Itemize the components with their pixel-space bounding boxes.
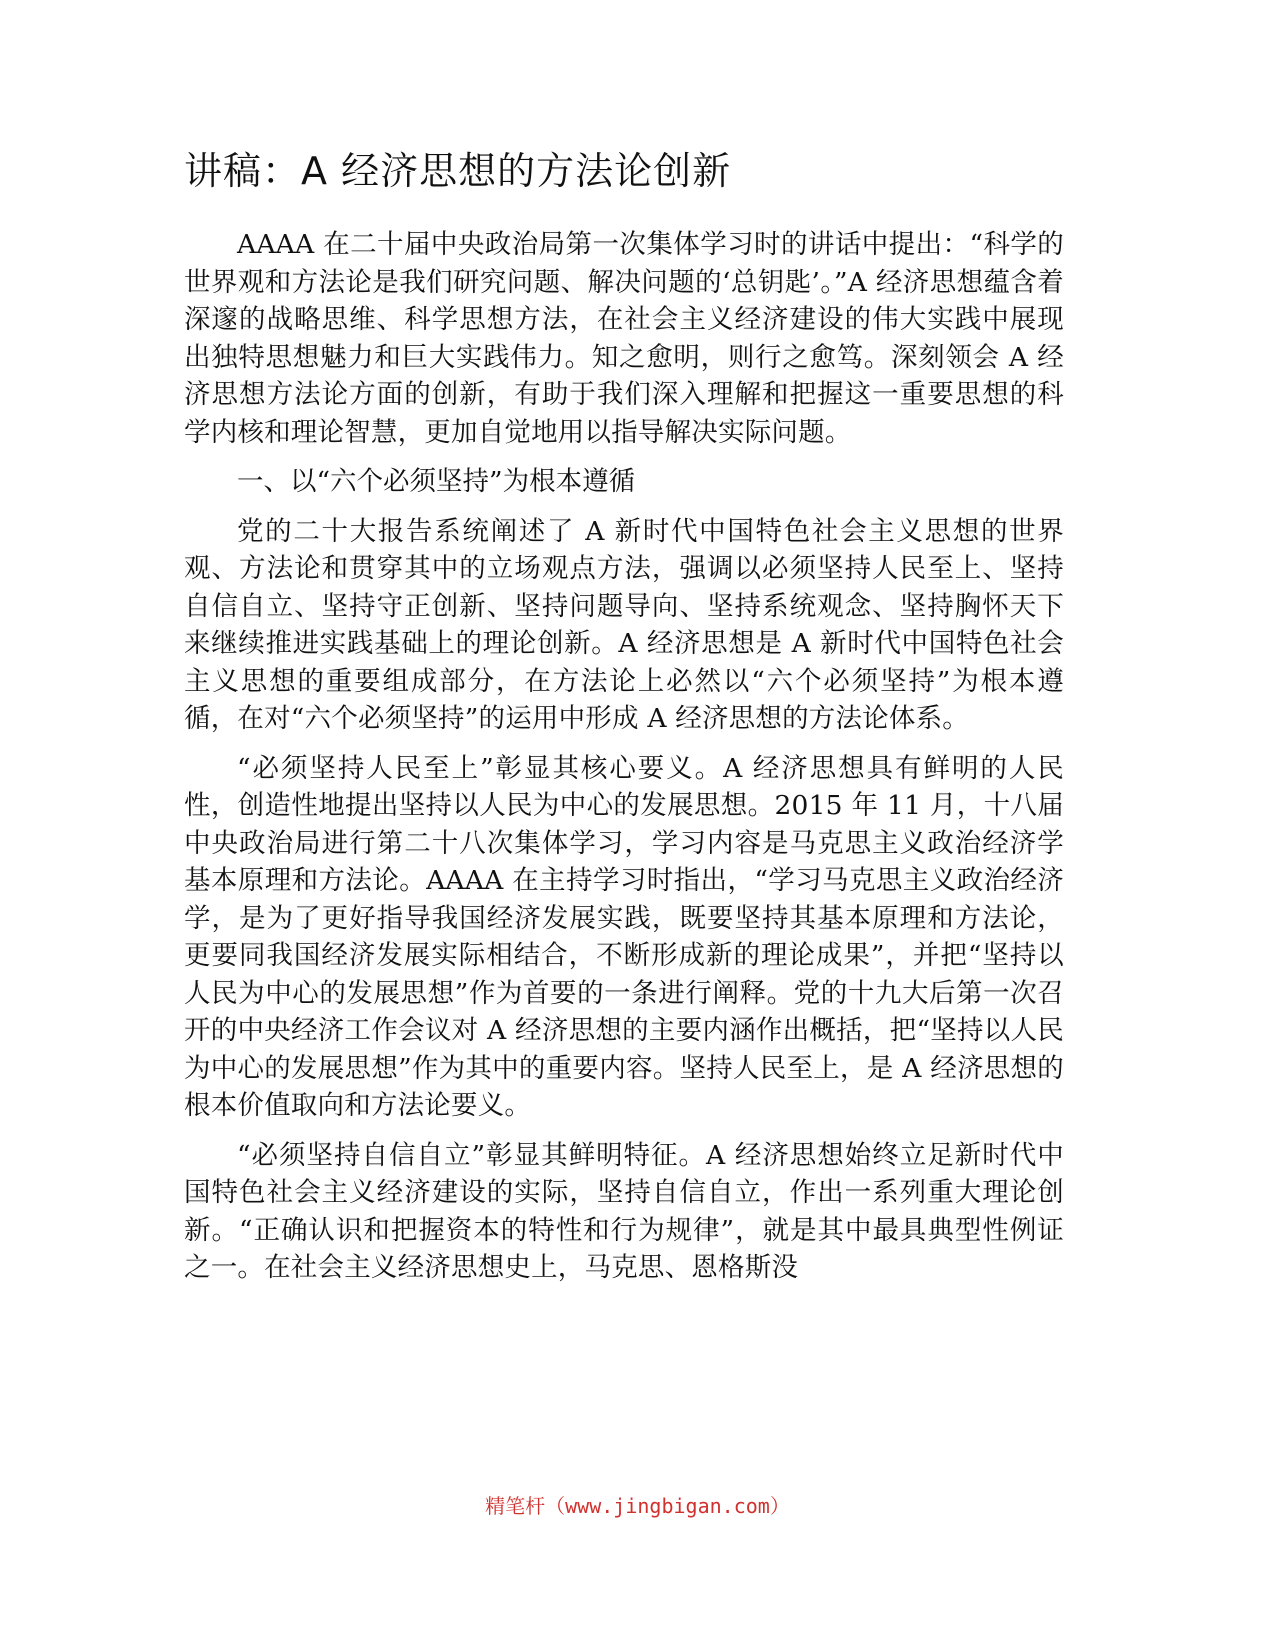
footer-watermark: 精笔杆（www.jingbigan.com）: [485, 1494, 790, 1518]
document-page: [184, 0, 1064, 1650]
document-title: 讲稿：A 经济思想的方法论创新: [184, 149, 732, 193]
paragraph-self-confidence: “必须坚持自信自立”彰显其鲜明特征。A 经济思想始终立足新时代中国特色社会主义经济建设的实际，坚持自信自立，作出一系列重大理论创新。“正确认识和把握资本的特性和行为规律”，就是其中最具典型性例证之一。在社会主义经济思想史上，马克思、恩格斯没: [184, 1139, 1064, 1283]
document-body: [184, 226, 1064, 1299]
paragraph-intro: AAAA 在二十届中央政治局第一次集体学习时的讲话中提出：“科学的世界观和方法论是我们研究问题、解决问题的‘总钥匙’。”A 经济思想蕴含着深邃的战略思维、科学思想方法，在社会主义经济建设的伟大实践中展现出独特思想魅力和巨大实践伟力。知之愈明，则行之愈笃。深刻领会 A 经济思想方法论方面的创新，有助于我们深入理解和把握这一重要思想的科学内核和理论智慧，更加自觉地用以指导解决实际问题。: [184, 229, 1064, 448]
paragraph-six-musts: 党的二十大报告系统阐述了 A 新时代中国特色社会主义思想的世界观、方法论和贯穿其中的立场观点方法，强调以必须坚持人民至上、坚持自信自立、坚持守正创新、坚持问题导向、坚持系统观念、坚持胸怀天下来继续推进实践基础上的理论创新。A 经济思想是 A 新时代中国特色社会主义思想的重要组成部分，在方法论上必然以“六个必须坚持”为根本遵循，在对“六个必须坚持”的运用中形成 A 经济思想的方法论体系。: [184, 515, 1064, 734]
section-heading-1: 一、以“六个必须坚持”为根本遵循: [237, 466, 636, 497]
paragraph-people-first: “必须坚持人民至上”彰显其核心要义。A 经济思想具有鲜明的人民性，创造性地提出坚持以人民为中心的发展思想。2015 年 11 月，十八届中央政治局进行第二十八次集体学习，学习内容是马克思主义政治经济学基本原理和方法论。AAAA 在主持学习时指出，“学习马克思主义政治经济学，是为了更好指导我国经济发展实践，既要坚持其基本原理和方法论，更要同我国经济发展实际相结合，不断形成新的理论成果”，并把“坚持以人民为中心的发展思想”作为首要的一条进行阐释。党的十九大后第一次召开的中央经济工作会议对 A 经济思想的主要内涵作出概括，把“坚持以人民为中心的发展思想”作为其中的重要内容。坚持人民至上，是 A 经济思想的根本价值取向和方法论要义。: [184, 752, 1064, 1121]
